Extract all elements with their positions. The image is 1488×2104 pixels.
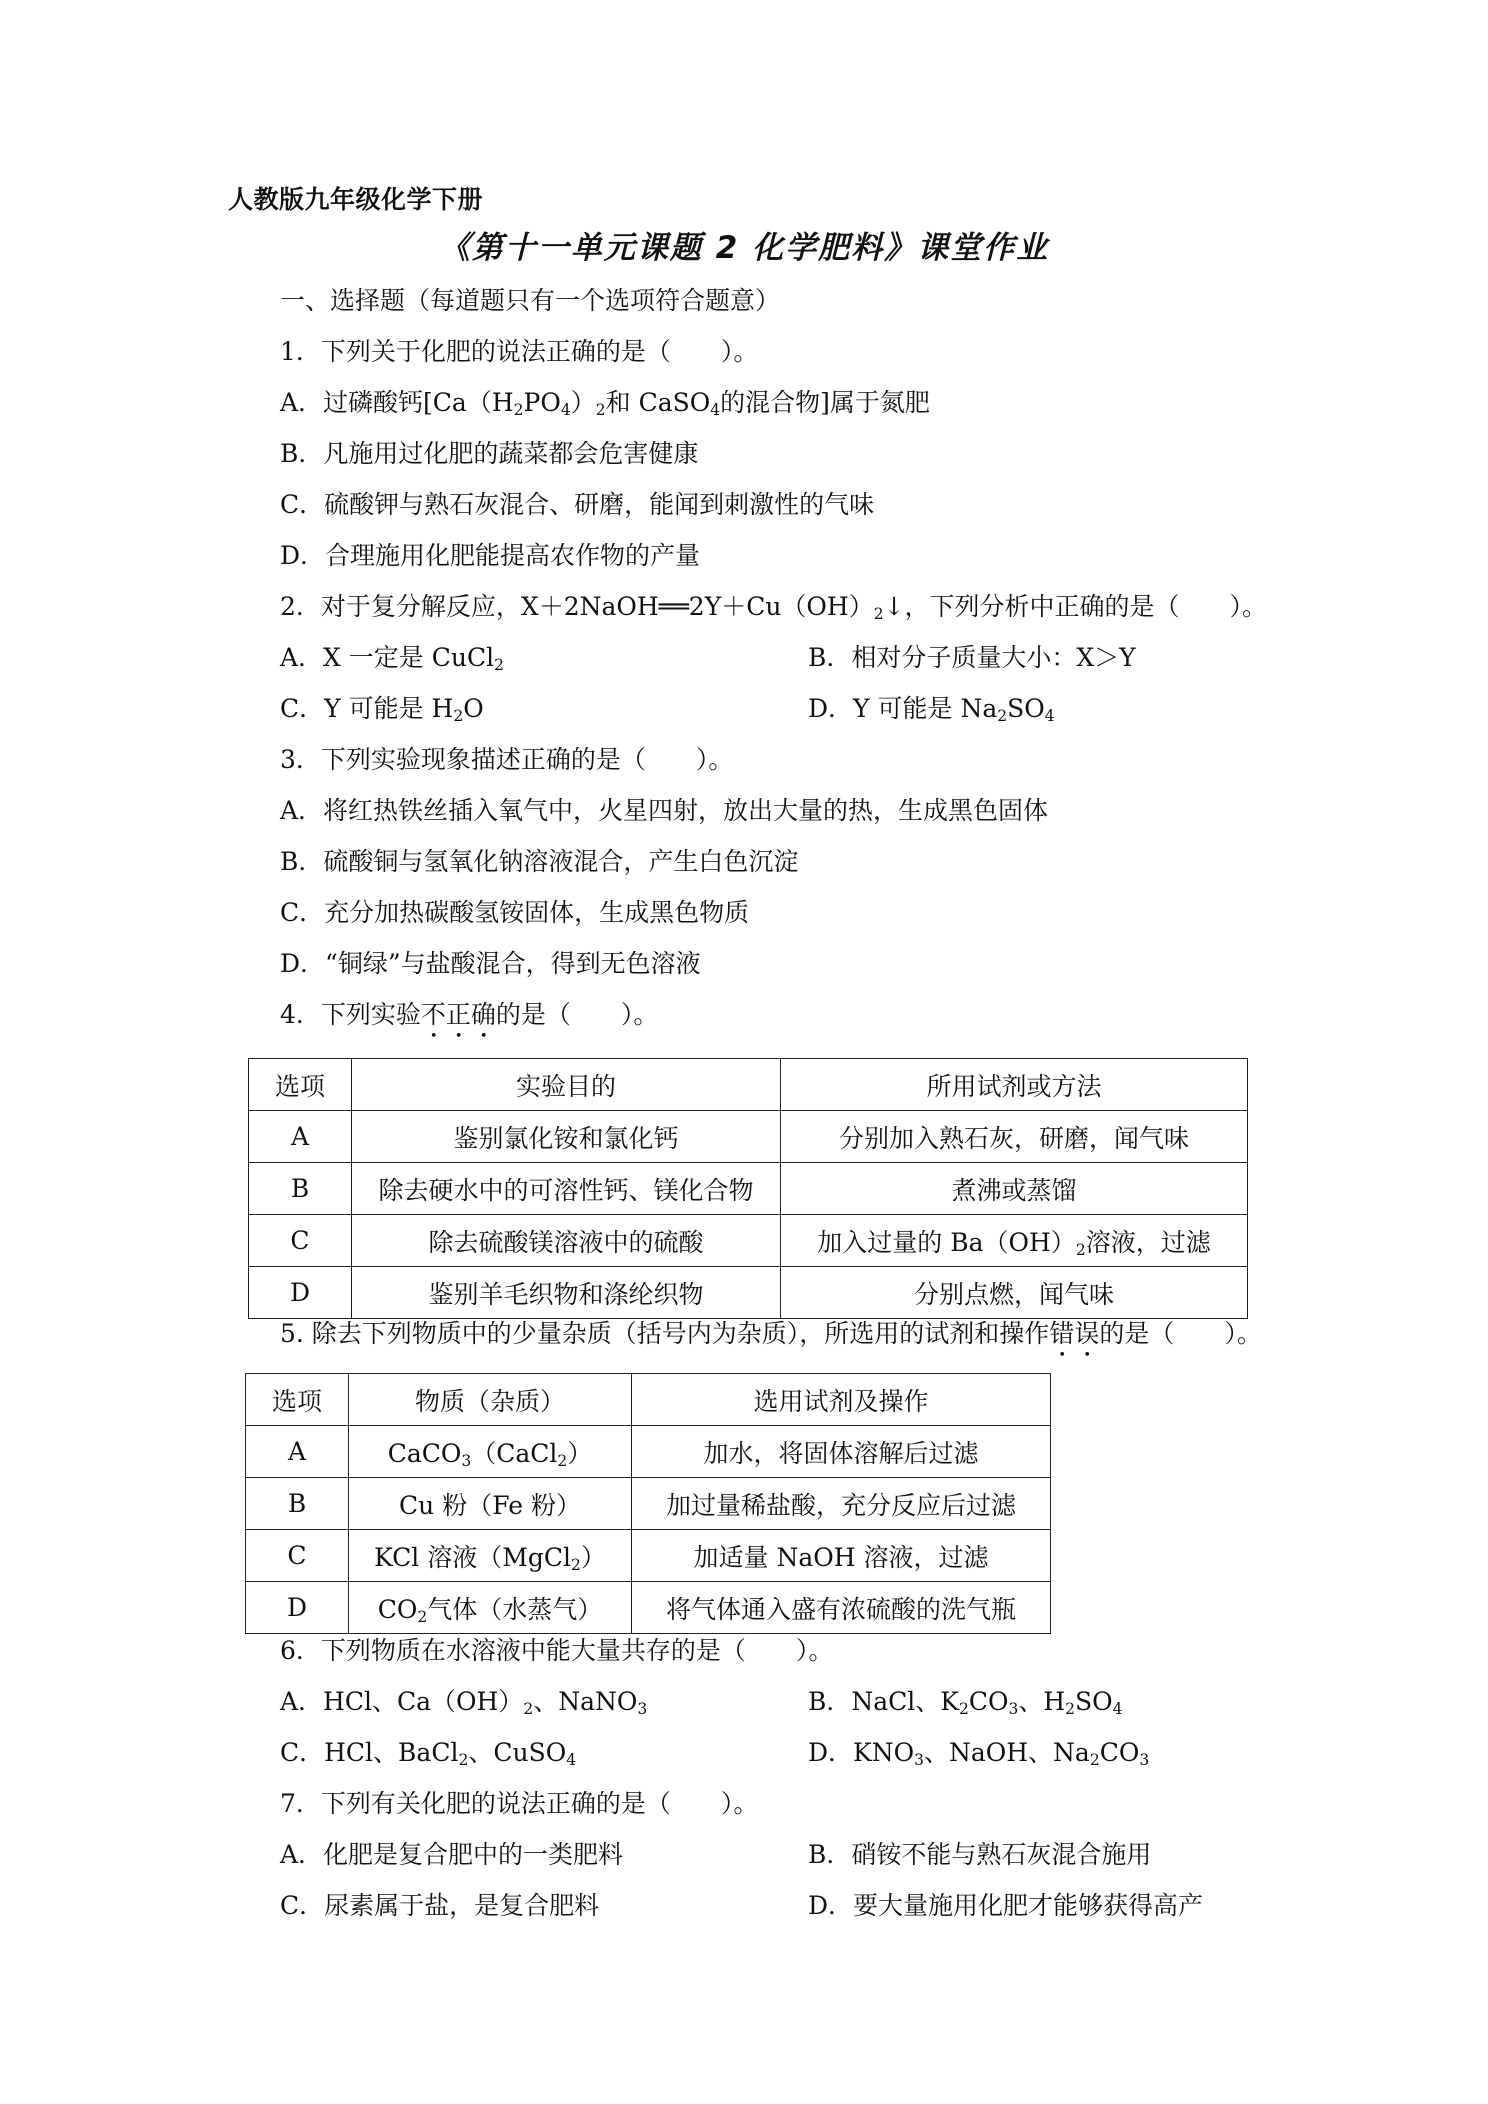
question-1-option-c: C．硫酸钾与熟石灰混合、研磨，能闻到刺激性的气味 <box>280 490 875 519</box>
table-header-cell: 所用试剂或方法 <box>781 1059 1248 1111</box>
table-cell: KCl 溶液（MgCl$_2$） <box>349 1530 632 1582</box>
table-cell: B <box>246 1478 349 1530</box>
question-2-option-b: B．相对分子质量大小：X＞Y <box>808 643 1136 672</box>
table-header-row <box>246 1374 1051 1426</box>
table-header-cell: 选项 <box>246 1374 349 1426</box>
table-cell: 加入过量的 $Ba(OH)_2$溶液，过滤 <box>781 1215 1248 1267</box>
table-cell: 鉴别羊毛织物和涤纶织物 <box>352 1267 781 1319</box>
table-row <box>246 1530 1051 1582</box>
table-cell: 分别点燃，闻气味 <box>781 1267 1248 1319</box>
table-cell: 将气体通入盛有浓硫酸的洗气瓶 <box>632 1582 1051 1634</box>
table-row <box>246 1426 1051 1478</box>
table-row <box>249 1111 1248 1163</box>
section-heading: 一、选择题（每道题只有一个选项符合题意） <box>280 286 781 315</box>
question-3-option-d: D．“铜绿”与盐酸混合，得到无色溶液 <box>280 949 701 978</box>
table-cell: $CO_2$气体（水蒸气） <box>349 1582 632 1634</box>
question-7-option-b: B．硝铵不能与熟石灰混合施用 <box>808 1840 1152 1869</box>
table-cell: Cu 粉（Fe 粉） <box>349 1478 632 1530</box>
book-header: 人教版九年级化学下册 <box>228 185 484 214</box>
table-row <box>246 1478 1051 1530</box>
question-6-option-c: C．HCl、BaCl$_2$、CuSO$_4$ <box>280 1738 577 1769</box>
question-2-option-d: D．Y 可能是 $Na_2SO_4$ <box>808 694 1055 725</box>
table-cell: 除去硬水中的可溶性钙、镁化合物 <box>352 1163 781 1215</box>
question-6-option-a: A．HCl、$Ca(OH)_2$、NaNO$_3$ <box>280 1687 648 1718</box>
table-cell: 除去硫酸镁溶液中的硫酸 <box>352 1215 781 1267</box>
table-cell: A <box>249 1111 352 1163</box>
question-1-stem: 1．下列关于化肥的说法正确的是（ ）。 <box>280 337 759 366</box>
question-2-stem: 2．对于复分解反应，$X+2NaOH══2Y+Cu(OH)_2↓$，下列分析中正确的是（ ）。 <box>280 592 1268 623</box>
question-3-option-b: B．硫酸铜与氢氧化钠溶液混合，产生白色沉淀 <box>280 847 799 876</box>
table-cell: D <box>246 1582 349 1634</box>
question-2-option-a: A．X 一定是 CuCl$_2$ <box>280 643 504 674</box>
table-cell: 鉴别氯化铵和氯化钙 <box>352 1111 781 1163</box>
question-5-table <box>245 1373 1051 1634</box>
table-row <box>249 1267 1248 1319</box>
table-cell: A <box>246 1426 349 1478</box>
question-3-option-c: C．充分加热碳酸氢铵固体，生成黑色物质 <box>280 898 750 927</box>
question-1-option-a: A．过磷酸钙[$Ca(H_2PO_4)_2$和 CaSO$_4$的混合物]属于氮肥 <box>280 388 930 419</box>
table-header-cell: 物质（杂质） <box>349 1374 632 1426</box>
question-1-option-b: B．凡施用过化肥的蔬菜都会危害健康 <box>280 439 699 468</box>
table-cell: C <box>249 1215 352 1267</box>
question-3-stem: 3．下列实验现象描述正确的是（ ）。 <box>280 745 734 774</box>
table-cell: D <box>249 1267 352 1319</box>
table-header-cell: 实验目的 <box>352 1059 781 1111</box>
table-row <box>246 1582 1051 1634</box>
table-header-cell: 选项 <box>249 1059 352 1111</box>
table-cell: 分别加入熟石灰，研磨，闻气味 <box>781 1111 1248 1163</box>
question-7-option-d: D．要大量施用化肥才能够获得高产 <box>808 1891 1204 1920</box>
question-5-stem: 5. 除去下列物质中的少量杂质（括号内为杂质），所选用的试剂和操作错误的是（ ）。 <box>280 1319 1262 1348</box>
table-cell: B <box>249 1163 352 1215</box>
table-cell: C <box>246 1530 349 1582</box>
table-row <box>249 1215 1248 1267</box>
table-cell: CaCO$_3$（CaCl$_2$） <box>349 1426 632 1478</box>
table-cell: 加过量稀盐酸，充分反应后过滤 <box>632 1478 1051 1530</box>
question-4-stem: 4．下列实验不正确的是（ ）。 <box>280 1000 659 1029</box>
question-6-option-b: B．NaCl、$K_2CO_3$、$H_2SO_4$ <box>808 1687 1123 1718</box>
question-6-option-d: D．$KNO_3$、NaOH、$Na_2CO_3$ <box>808 1738 1150 1769</box>
question-7-option-a: A．化肥是复合肥中的一类肥料 <box>280 1840 624 1869</box>
table-row <box>249 1163 1248 1215</box>
table-cell: 煮沸或蒸馏 <box>781 1163 1248 1215</box>
question-4-table <box>248 1058 1248 1319</box>
table-cell: 加水，将固体溶解后过滤 <box>632 1426 1051 1478</box>
question-2-option-c: C．Y 可能是 $H_2O$ <box>280 694 484 725</box>
page-title: 《第十一单元课题 2 化学肥料》课堂作业 <box>438 230 1050 266</box>
question-7-option-c: C．尿素属于盐，是复合肥料 <box>280 1891 600 1920</box>
table-cell: 加适量 NaOH 溶液，过滤 <box>632 1530 1051 1582</box>
question-7-stem: 7．下列有关化肥的说法正确的是（ ）。 <box>280 1789 759 1818</box>
question-1-option-d: D．合理施用化肥能提高农作物的产量 <box>280 541 701 570</box>
question-3-option-a: A．将红热铁丝插入氧气中，火星四射，放出大量的热，生成黑色固体 <box>280 796 1049 825</box>
question-6-stem: 6．下列物质在水溶液中能大量共存的是（ ）。 <box>280 1636 834 1665</box>
table-header-cell: 选用试剂及操作 <box>632 1374 1051 1426</box>
table-header-row <box>249 1059 1248 1111</box>
